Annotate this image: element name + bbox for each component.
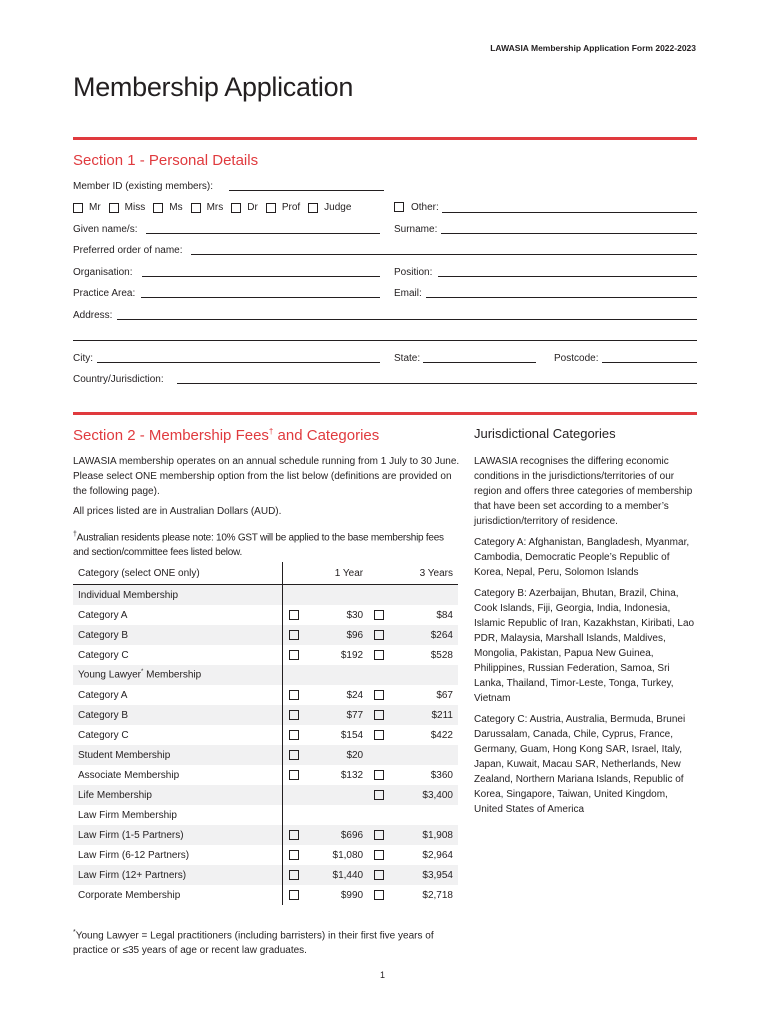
price-3years: $3,954 (390, 865, 458, 885)
given-name-field[interactable] (146, 233, 380, 234)
option-1year-checkbox[interactable] (289, 610, 299, 620)
email-label: Email: (394, 288, 422, 299)
price-1year: $20 (305, 745, 369, 765)
salutation-checkbox[interactable] (109, 203, 119, 213)
table-row (73, 865, 458, 885)
salutation-checkbox[interactable] (231, 203, 241, 213)
group-label: Young Lawyer* Membership (73, 665, 282, 685)
option-3years-checkbox[interactable] (374, 710, 384, 720)
price-3years: $84 (436, 609, 453, 621)
option-3years-checkbox[interactable] (374, 830, 384, 840)
option-1year-checkbox[interactable] (289, 830, 299, 840)
salutation-checkbox[interactable] (191, 203, 201, 213)
price-3years: $360 (430, 769, 453, 781)
option-1year-checkbox[interactable] (289, 750, 299, 760)
category-c-list: Category C: Austria, Australia, Bermuda, Brunei Darussalam, Canada, Chile, Cyprus, France, Germany, Guam, Hong Kong SAR, Israel, Italy, Japan, Kuwait, Macau SAR, Netherlands, New Zealand, Northern Mariana Islands, Republic of Korea, Singapore, Taiwan, United Kingdom, United States of America (474, 714, 686, 815)
surname-label: Surname: (394, 224, 438, 235)
organisation-field[interactable] (142, 276, 380, 277)
young-lawyer-footnote: *Young Lawyer = Legal practitioners (including barristers) in their first five years of practice or ≤35 years of age or recent law graduates. (73, 929, 434, 957)
member-id-field[interactable] (229, 190, 384, 191)
salutation-label: Mr (89, 202, 101, 213)
form-header: LAWASIA Membership Application Form 2022-2023 (490, 43, 696, 53)
salutation-checkbox[interactable] (153, 203, 163, 213)
col-3years-header: 3 Years (390, 562, 458, 585)
member-id-label: Member ID (existing members): (73, 181, 214, 192)
organisation-label: Organisation: (73, 267, 133, 278)
price-3years: $2,964 (422, 849, 453, 861)
table-row (73, 725, 458, 745)
col-1year-header: 1 Year (305, 562, 369, 585)
option-3years-checkbox[interactable] (374, 610, 384, 620)
table-row (73, 685, 458, 705)
price-3years: $67 (436, 689, 453, 701)
table-group-row (73, 805, 458, 825)
salutation-options (73, 202, 359, 213)
position-label: Position: (394, 267, 433, 278)
salutation-mrs[interactable] (191, 202, 224, 213)
table-group-row (73, 585, 458, 606)
option-1year-checkbox[interactable] (289, 850, 299, 860)
price-1year: $696 (305, 825, 369, 845)
price-1year: $77 (305, 705, 369, 725)
category-label: Corporate Membership (78, 889, 181, 901)
email-field[interactable] (426, 297, 697, 298)
address-field[interactable] (117, 319, 697, 320)
salutation-prof[interactable] (266, 202, 300, 213)
category-label: Life Membership (73, 785, 282, 805)
price-1year: $154 (340, 729, 364, 741)
table-row (73, 745, 458, 765)
other-field[interactable] (442, 212, 697, 213)
option-1year-checkbox[interactable] (289, 630, 299, 640)
salutation-dr[interactable] (231, 202, 258, 213)
table-row (73, 605, 458, 625)
salutation-label: Miss (124, 202, 146, 213)
jurisdictional-title: Jurisdictional Categories (474, 426, 616, 441)
price-1year: $192 (340, 649, 364, 661)
jurisdictional-text (474, 454, 699, 823)
option-1year-checkbox[interactable] (289, 690, 299, 700)
address-label: Address: (73, 310, 113, 321)
category-label: Law Firm (6-12 Partners) (78, 849, 190, 861)
option-1year-checkbox[interactable] (289, 870, 299, 880)
price-3years: $422 (430, 729, 453, 741)
price-1year: $1,080 (332, 849, 364, 861)
state-label: State: (394, 353, 421, 364)
category-label: Law Firm (12+ Partners) (73, 865, 282, 885)
category-label: Category C (78, 649, 129, 661)
table-header-row (73, 562, 458, 585)
option-3years-checkbox[interactable] (374, 890, 384, 900)
price-1year: $132 (340, 769, 364, 781)
price-1year: $1,440 (305, 865, 369, 885)
salutation-label: Prof (281, 202, 301, 213)
table-row (73, 645, 458, 665)
category-label: Category B (73, 625, 282, 645)
salutation-label: Dr (247, 202, 258, 213)
col-category-header: Category (select ONE only) (73, 562, 282, 585)
price-3years: $2,718 (422, 889, 453, 901)
page-number: 1 (380, 970, 386, 980)
option-1year-checkbox[interactable] (289, 710, 299, 720)
category-label: Category B (73, 705, 282, 725)
gst-note: †Australian residents please note: 10% GST will be applied to the base membership fees and section/committee fees listed below. (73, 531, 444, 559)
price-3years: $1,908 (390, 825, 458, 845)
table-row (73, 825, 458, 845)
country-field[interactable] (177, 383, 697, 384)
prices-note: All prices listed are in Australian Dollars (AUD). (73, 506, 282, 517)
option-3years-checkbox[interactable] (374, 850, 384, 860)
table-row (73, 625, 458, 645)
category-label: Category A (78, 689, 128, 701)
option-3years-checkbox[interactable] (374, 790, 384, 800)
jurisdictional-intro: LAWASIA recognises the differing economic conditions in the jurisdictions/territories of our region and offers three categories of membership that have been set according to a member’s jurisdiction/territory of residence. (474, 456, 693, 527)
category-label: Student Membership (73, 745, 282, 765)
salutation-checkbox[interactable] (73, 203, 83, 213)
option-1year-checkbox[interactable] (289, 730, 299, 740)
salutation-checkbox[interactable] (308, 203, 318, 213)
option-1year-checkbox[interactable] (289, 890, 299, 900)
salutation-mr[interactable] (73, 202, 101, 213)
price-3years: $528 (430, 649, 453, 661)
category-label: Category A (78, 609, 128, 621)
option-3years-checkbox[interactable] (374, 650, 384, 660)
practice-area-label: Practice Area: (73, 288, 136, 299)
section1-title: Section 1 - Personal Details (73, 152, 259, 169)
city-label: City: (73, 353, 93, 364)
table-row (73, 845, 458, 865)
city-field[interactable] (97, 362, 380, 363)
given-name-label: Given name/s: (73, 224, 138, 235)
section-divider (73, 137, 697, 140)
membership-fees-table (73, 562, 458, 905)
option-3years-checkbox[interactable] (374, 630, 384, 640)
option-1year-checkbox[interactable] (289, 650, 299, 660)
category-a-list: Category A: Afghanistan, Bangladesh, Myanmar, Cambodia, Democratic People’s Republic of Korea, Nepal, Peru, Solomon Islands (474, 537, 690, 578)
table-group-row (73, 665, 458, 685)
salutation-label: Judge (324, 202, 352, 213)
category-b-list: Category B: Azerbaijan, Bhutan, Brazil, China, Cook Islands, Fiji, Georgia, India, Indonesia, Islamic Republic of Iran, Kazakhstan, Kiribati, Lao PDR, Malaysia, Marshall Islands, Maldives, Mongolia, Pakistan, Papua New Guinea, Philippines, Russian Federation, Samoa, Sri Lanka, Thailand, Timor-Leste, Tonga, Turkey, Vietnam (474, 588, 695, 704)
category-label: Category C (78, 729, 129, 741)
postcode-field[interactable] (602, 362, 697, 363)
table-row (73, 705, 458, 725)
option-1year-checkbox[interactable] (289, 770, 299, 780)
section-divider-2 (73, 412, 697, 415)
postcode-label: Postcode: (554, 353, 599, 364)
section2-intro: LAWASIA membership operates on an annual schedule running from 1 July to 30 June. Please select ONE membership option from the list below (definitions are provided on the following page). (73, 456, 460, 497)
salutation-miss[interactable] (109, 202, 146, 213)
table-row (73, 765, 458, 785)
price-1year: $24 (346, 689, 364, 701)
price-3years (390, 745, 458, 765)
table-row (73, 785, 458, 805)
section2-title: Section 2 - Membership Fees† and Categories (73, 427, 380, 444)
salutation-judge[interactable] (308, 202, 351, 213)
price-3years: $211 (390, 705, 458, 725)
group-label: Individual Membership (73, 585, 282, 606)
salutation-ms[interactable] (153, 202, 182, 213)
country-label: Country/Jurisdiction: (73, 374, 164, 385)
price-3years: $3,400 (390, 785, 458, 805)
option-3years-checkbox[interactable] (374, 730, 384, 740)
price-3years: $264 (390, 625, 458, 645)
price-1year: $30 (346, 609, 364, 621)
price-1year: $990 (340, 889, 364, 901)
surname-field[interactable] (441, 233, 697, 234)
practice-area-field[interactable] (141, 297, 380, 298)
category-label: Associate Membership (78, 769, 180, 781)
table-row (73, 885, 458, 905)
other-checkbox[interactable] (394, 202, 404, 212)
group-label: Law Firm Membership (78, 809, 177, 821)
preferred-order-field[interactable] (191, 254, 697, 255)
option-3years-checkbox[interactable] (374, 690, 384, 700)
salutation-label: Mrs (206, 202, 224, 213)
salutation-checkbox[interactable] (266, 203, 276, 213)
state-field[interactable] (423, 362, 536, 363)
category-label: Law Firm (1-5 Partners) (73, 825, 282, 845)
option-3years-checkbox[interactable] (374, 870, 384, 880)
other-label: Other: (411, 202, 439, 213)
option-3years-checkbox[interactable] (374, 770, 384, 780)
price-1year (305, 785, 369, 805)
address-field-line2[interactable] (73, 340, 697, 341)
preferred-order-label: Preferred order of name: (73, 245, 183, 256)
price-1year: $96 (305, 625, 369, 645)
position-field[interactable] (438, 276, 697, 277)
salutation-label: Ms (169, 202, 183, 213)
page-title: Membership Application (73, 72, 354, 102)
